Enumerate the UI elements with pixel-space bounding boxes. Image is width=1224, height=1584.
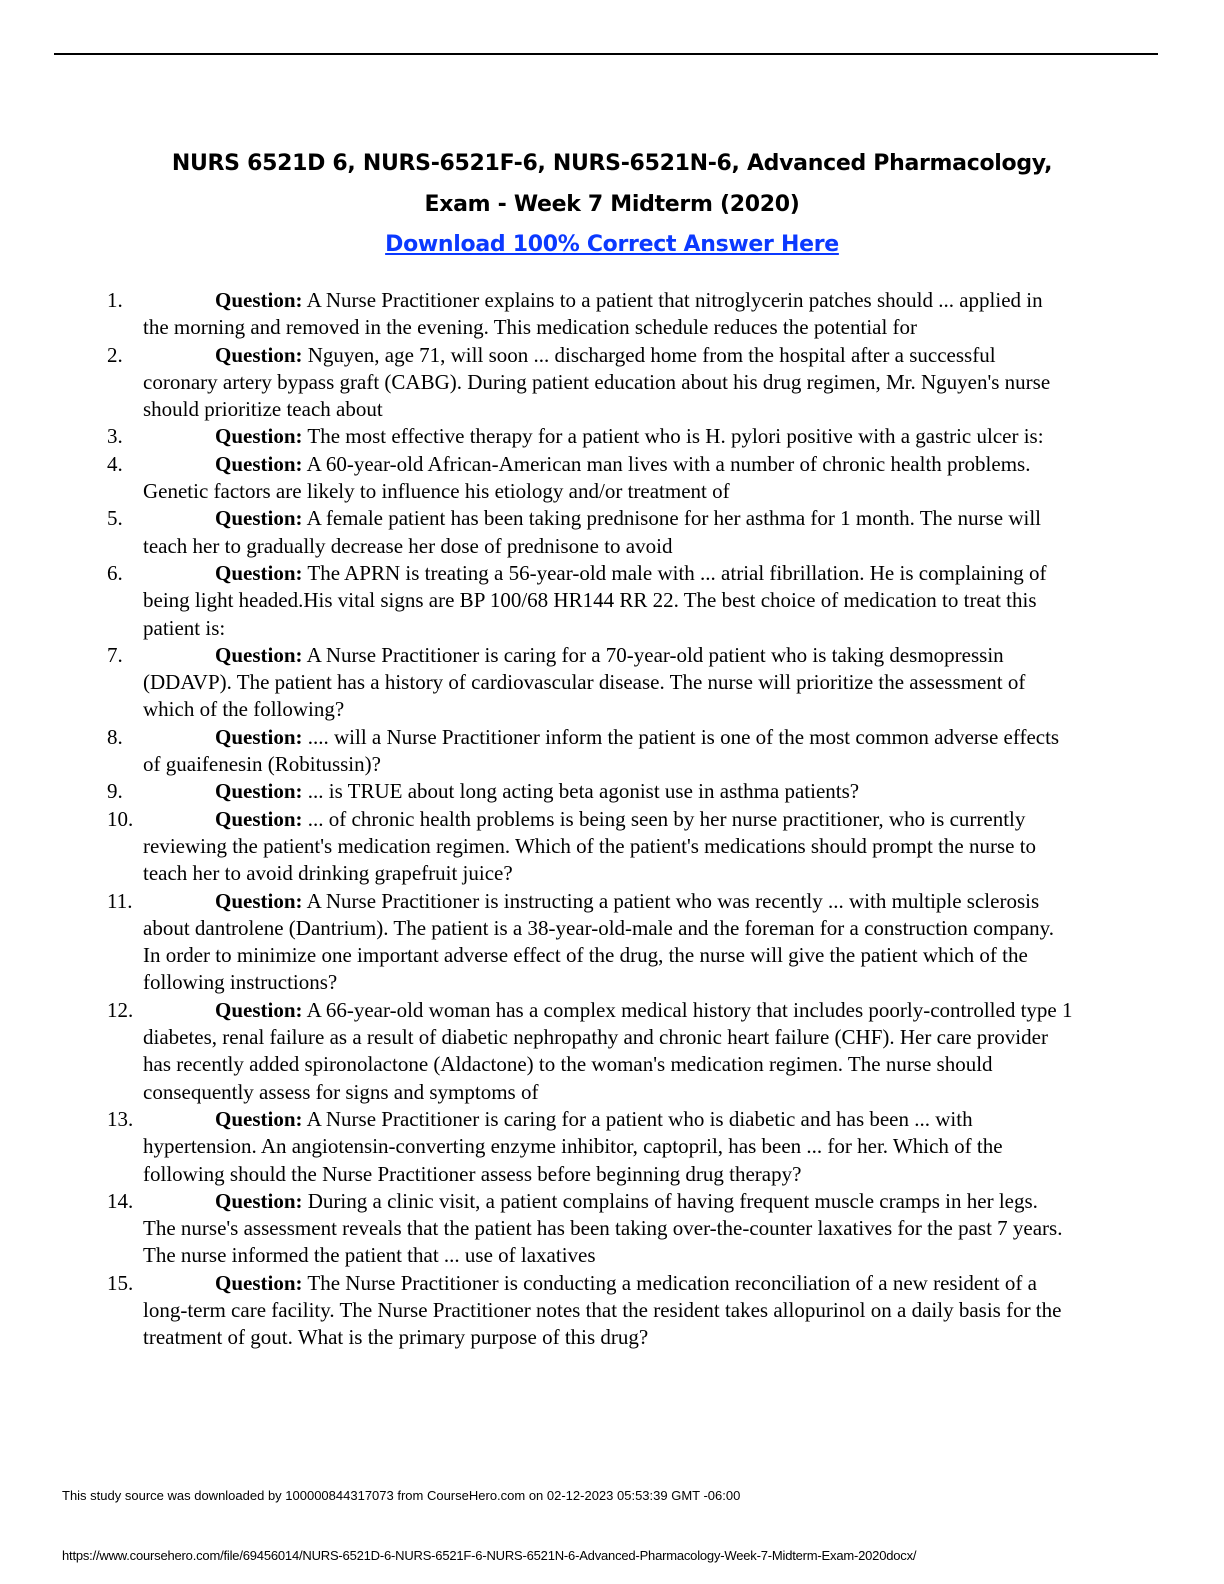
question-list bbox=[0, 287, 1224, 1352]
question-number: 7. bbox=[107, 642, 123, 667]
question-item bbox=[0, 888, 1073, 997]
question-item bbox=[0, 560, 1073, 642]
question-text: ... is TRUE about long acting beta agonist use in asthma patients? bbox=[307, 779, 860, 804]
question-item bbox=[0, 997, 1073, 1106]
question-item bbox=[0, 342, 1073, 424]
question-label: Question: bbox=[215, 1270, 303, 1295]
question-text: A Nurse Practitioner is instructing a patient who was recently ... with multiple sclerosis about dantrolene (Dantrium). The patient is a 38-year-old-male and the foreman for a construction company. In order to minimize one important adverse effect of the drug, the nurse will give the patient which of the following instructions? bbox=[143, 888, 1054, 995]
question-label: Question: bbox=[215, 1188, 303, 1213]
question-number: 4. bbox=[107, 451, 123, 476]
download-answer-link[interactable]: Download 100% Correct Answer Here bbox=[385, 232, 839, 257]
question-item bbox=[0, 724, 1073, 779]
footer-source-note: This study source was downloaded by 100000844317073 from CourseHero.com on 02-12-2023 05:53:39 GMT -06:00 bbox=[62, 1488, 741, 1503]
document-title bbox=[0, 143, 1224, 225]
question-item bbox=[0, 1106, 1073, 1188]
question-number: 15. bbox=[107, 1270, 134, 1295]
question-label: Question: bbox=[215, 888, 303, 913]
question-text: The Nurse Practitioner is conducting a medication reconciliation of a new resident of a long-term care facility. The Nurse Practitioner notes that the resident takes allopurinol on a daily basis for the treatment of gout. What is the primary purpose of this drug? bbox=[143, 1270, 1062, 1350]
question-label: Question: bbox=[215, 451, 303, 476]
question-item bbox=[0, 451, 1073, 506]
question-text: The APRN is treating a 56-year-old male with ... atrial fibrillation. He is complaining of being light headed.His vital signs are BP 100/68 HR144 RR 22. The best choice of medication to treat this patient is: bbox=[143, 560, 1047, 640]
question-label: Question: bbox=[215, 506, 303, 531]
title-line-1: NURS 6521D 6, NURS-6521F-6, NURS-6521N-6, Advanced Pharmacology, bbox=[171, 151, 1053, 176]
question-item bbox=[0, 505, 1073, 560]
question-label: Question: bbox=[215, 1106, 303, 1131]
question-text: A 60-year-old African-American man lives with a number of chronic health problems. Genetic factors are likely to influence his etiology and/or treatment of bbox=[143, 451, 1031, 504]
question-text: A Nurse Practitioner is caring for a 70-year-old patient who is taking desmopressin (DDAVP). The patient has a history of cardiovascular disease. The nurse will prioritize the assessment of which of the following? bbox=[143, 642, 1026, 722]
question-text: A 66-year-old woman has a complex medical history that includes poorly-controlled type 1 diabetes, renal failure as a result of diabetic nephropathy and chronic heart failure (CHF). Her care provider has recently added spironolactone (Aldactone) to the woman's medication regimen. The nurse should consequently assess for signs and symptoms of bbox=[143, 997, 1073, 1104]
question-item bbox=[0, 806, 1073, 888]
question-text: A Nurse Practitioner is caring for a patient who is diabetic and has been ... with hypertension. An angiotensin-converting enzyme inhibitor, captopril, has been ... for her. Which of the following should the Nurse Practitioner assess before beginning drug therapy? bbox=[143, 1106, 1003, 1186]
question-number: 6. bbox=[107, 560, 123, 585]
question-item bbox=[0, 423, 1073, 450]
question-text: .... will a Nurse Practitioner inform the patient is one of the most common adverse effects of guaifenesin (Robitussin)? bbox=[143, 724, 1060, 777]
question-text: The most effective therapy for a patient who is H. pylori positive with a gastric ulcer is: bbox=[307, 424, 1044, 449]
question-number: 9. bbox=[107, 779, 123, 804]
question-label: Question: bbox=[215, 806, 303, 831]
download-link-wrapper bbox=[0, 225, 1224, 265]
question-text: A female patient has been taking prednisone for her asthma for 1 month. The nurse will teach her to gradually decrease her dose of prednisone to avoid bbox=[143, 506, 1042, 558]
question-number: 14. bbox=[107, 1188, 134, 1213]
question-item bbox=[0, 287, 1073, 342]
question-label: Question: bbox=[215, 424, 303, 449]
question-number: 13. bbox=[107, 1106, 134, 1131]
question-text: During a clinic visit, a patient complains of having frequent muscle cramps in her legs. The nurse's assessment reveals that the patient has been taking over-the-counter laxatives for the past 7 years. The nurse informed the patient that ... use of laxatives bbox=[143, 1188, 1063, 1268]
footer-url: https://www.coursehero.com/file/69456014/NURS-6521D-6-NURS-6521F-6-NURS-6521N-6-Advanced-Pharmacology-Week-7-Midterm-Exam-2020docx/ bbox=[62, 1548, 917, 1563]
question-label: Question: bbox=[215, 342, 303, 367]
question-text: Nguyen, age 71, will soon ... discharged home from the hospital after a successful coronary artery bypass graft (CABG). During patient education about his drug regimen, Mr. Nguyen's nurse should prioritize teach about bbox=[143, 342, 1051, 422]
question-number: 5. bbox=[107, 506, 123, 531]
question-item bbox=[0, 1188, 1073, 1270]
question-number: 11. bbox=[107, 888, 133, 913]
title-line-2: Exam - Week 7 Midterm (2020) bbox=[424, 192, 800, 217]
question-number: 2. bbox=[107, 342, 123, 367]
question-number: 3. bbox=[107, 424, 123, 449]
question-item bbox=[0, 642, 1073, 724]
question-label: Question: bbox=[215, 642, 303, 667]
question-label: Question: bbox=[215, 779, 303, 804]
question-number: 1. bbox=[107, 288, 123, 312]
question-item bbox=[0, 778, 1073, 805]
question-text: ... of chronic health problems is being seen by her nurse practitioner, who is currently reviewing the patient's medication regimen. Which of the patient's medications should prompt the nurse to teach her to avoid drinking grapefruit juice? bbox=[143, 806, 1037, 886]
header-rule bbox=[54, 53, 1158, 55]
question-label: Question: bbox=[215, 288, 303, 312]
question-label: Question: bbox=[215, 560, 303, 585]
question-number: 10. bbox=[107, 806, 134, 831]
question-text: A Nurse Practitioner explains to a patient that nitroglycerin patches should ... applied in the morning and removed in the evening. This medication schedule reduces the potential for bbox=[143, 288, 1043, 340]
question-label: Question: bbox=[215, 724, 303, 749]
question-number: 8. bbox=[107, 724, 123, 749]
question-number: 12. bbox=[107, 997, 134, 1022]
question-label: Question: bbox=[215, 997, 303, 1022]
question-item bbox=[0, 1270, 1073, 1352]
